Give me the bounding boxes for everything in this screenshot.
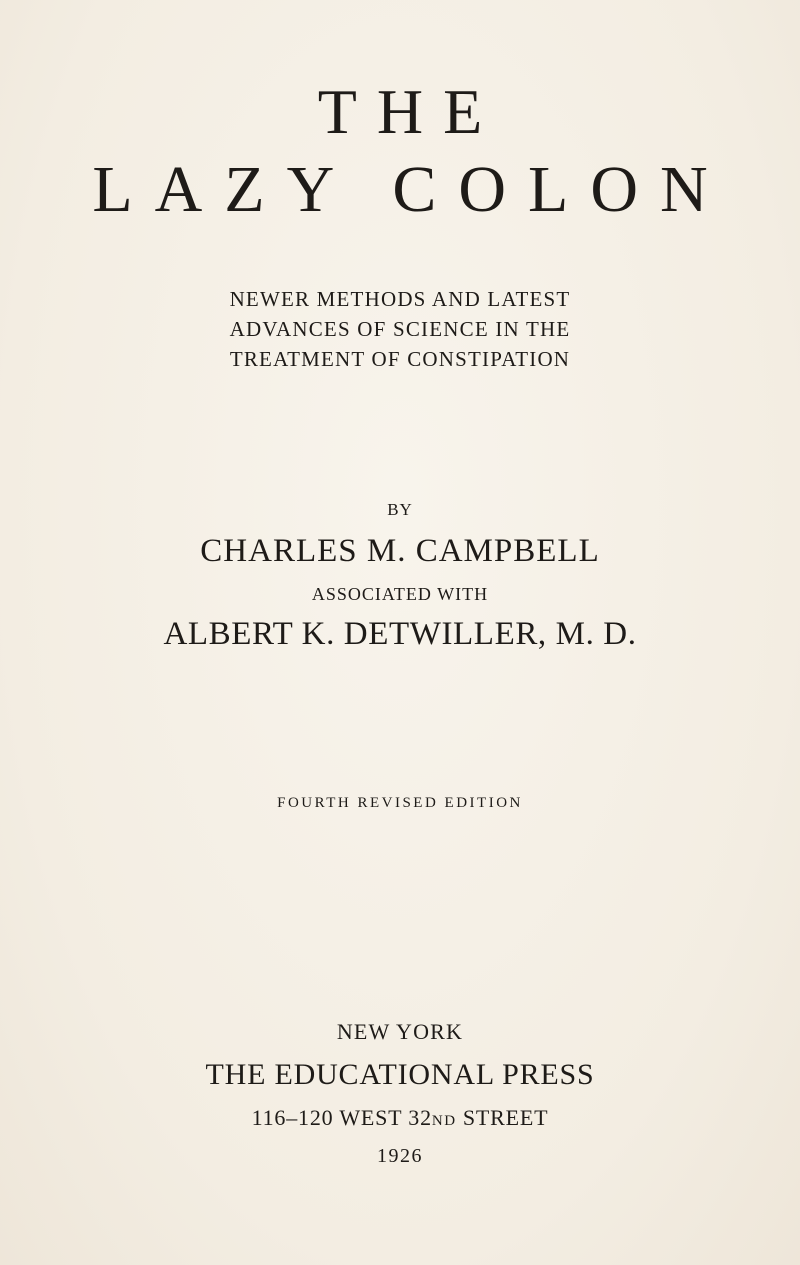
address-start: 116–120 WEST 32 [251,1105,432,1130]
coauthor-name: ALBERT K. DETWILLER, M. D. [163,616,637,652]
subtitle-line-3: TREATMENT OF CONSTIPATION [229,347,571,371]
publication-year: 1926 [377,1145,423,1167]
address-end: STREET [456,1105,549,1130]
associated-with-label: ASSOCIATED WITH [311,584,489,604]
title-line-the: THE [317,76,503,147]
author-name: CHARLES M. CAMPBELL [200,533,600,569]
by-label: BY [387,500,413,519]
address-ordinal: ND [431,1113,457,1129]
publisher-name: THE EDUCATIONAL PRESS [205,1058,595,1091]
title-line-lazy-colon: LAZY COLON [92,153,730,226]
subtitle-line-2: ADVANCES OF SCIENCE IN THE [229,317,571,341]
publisher-city: NEW YORK [336,1019,464,1044]
subtitle-line-1: NEWER METHODS AND LATEST [229,287,571,311]
publisher-address [0,1107,800,1129]
edition-note: FOURTH REVISED EDITION [277,795,523,811]
